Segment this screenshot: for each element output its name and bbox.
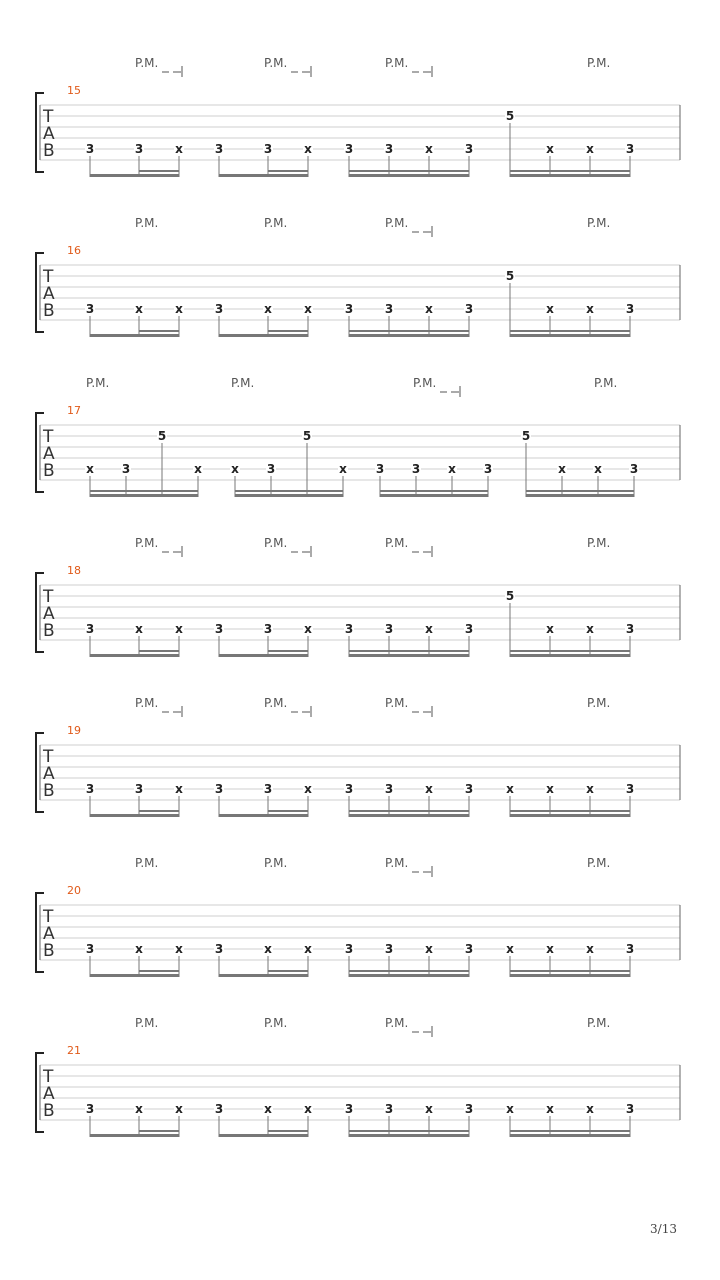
- tab-clef-letter: T: [43, 587, 54, 607]
- tab-system-16: [36, 216, 680, 337]
- tab-clef-letter: B: [43, 141, 55, 161]
- beam-primary: [219, 334, 308, 337]
- tab-clef-letter: A: [43, 924, 55, 944]
- palm-mute-label: P.M.: [135, 216, 159, 230]
- fret-number: x: [586, 622, 594, 636]
- palm-mute-label: P.M.: [135, 856, 159, 870]
- tab-clef-letter: T: [43, 907, 54, 927]
- fret-number: 3: [625, 1102, 635, 1116]
- palm-mute-label: P.M.: [264, 856, 288, 870]
- fret-number: x: [175, 302, 183, 316]
- fret-number: 3: [464, 782, 474, 796]
- beam-primary: [510, 654, 630, 657]
- palm-mute-label: P.M.: [135, 536, 159, 550]
- beam-secondary: [268, 970, 308, 972]
- fret-number: 3: [464, 1102, 474, 1116]
- bar-number: 16: [67, 244, 81, 257]
- fret-number: 3: [625, 782, 635, 796]
- beam-primary: [349, 654, 469, 657]
- beam-primary: [219, 174, 308, 177]
- fret-number: x: [425, 142, 433, 156]
- fret-number: 3: [384, 302, 394, 316]
- beam-primary: [235, 494, 343, 497]
- fret-number: x: [546, 782, 554, 796]
- palm-mute-label: P.M.: [587, 696, 611, 710]
- bar-number: 20: [67, 884, 81, 897]
- bar-number: 18: [67, 564, 81, 577]
- tab-system-19: [36, 696, 680, 817]
- beam-secondary: [139, 330, 179, 332]
- fret-number: x: [425, 782, 433, 796]
- fret-number: x: [135, 302, 143, 316]
- palm-mute-label: P.M.: [587, 56, 611, 70]
- tab-clef-letter: B: [43, 621, 55, 641]
- fret-number: x: [425, 622, 433, 636]
- beam-secondary: [268, 1130, 308, 1132]
- fret-number: 3: [85, 782, 95, 796]
- palm-mute-label: P.M.: [231, 376, 255, 390]
- beam-primary: [219, 974, 308, 977]
- palm-mute-label: P.M.: [264, 696, 288, 710]
- fret-number: 3: [263, 622, 273, 636]
- fret-number: 5: [157, 429, 167, 443]
- tab-clef-letter: B: [43, 301, 55, 321]
- fret-number: x: [586, 302, 594, 316]
- beam-secondary: [380, 490, 488, 492]
- fret-number: 3: [464, 622, 474, 636]
- fret-number: 3: [263, 782, 273, 796]
- beam-secondary: [268, 330, 308, 332]
- fret-number: x: [175, 1102, 183, 1116]
- fret-number: x: [175, 782, 183, 796]
- palm-mute-label: P.M.: [135, 696, 159, 710]
- tab-clef-letter: T: [43, 107, 54, 127]
- fret-number: 3: [344, 782, 354, 796]
- fret-number: 3: [214, 622, 224, 636]
- tab-clef-letter: A: [43, 764, 55, 784]
- beam-secondary: [349, 810, 469, 812]
- fret-number: x: [304, 142, 312, 156]
- fret-number: x: [175, 622, 183, 636]
- beam-primary: [90, 334, 179, 337]
- beam-secondary: [349, 650, 469, 652]
- fret-number: x: [546, 142, 554, 156]
- palm-mute-label: P.M.: [264, 536, 288, 550]
- fret-number: 3: [85, 622, 95, 636]
- fret-number: 3: [625, 302, 635, 316]
- fret-number: 3: [344, 142, 354, 156]
- fret-number: x: [586, 782, 594, 796]
- palm-mute-label: P.M.: [413, 376, 437, 390]
- beam-primary: [526, 494, 634, 497]
- fret-number: x: [586, 1102, 594, 1116]
- beam-secondary: [139, 650, 179, 652]
- beam-secondary: [90, 490, 198, 492]
- palm-mute-label: P.M.: [264, 1016, 288, 1030]
- tab-clef-letter: A: [43, 284, 55, 304]
- beam-primary: [349, 974, 469, 977]
- tab-clef-letter: A: [43, 444, 55, 464]
- tab-system-20: [36, 856, 680, 977]
- beam-primary: [90, 494, 198, 497]
- fret-number: 5: [505, 269, 515, 283]
- fret-number: x: [264, 302, 272, 316]
- beam-primary: [219, 1134, 308, 1137]
- fret-number: 3: [214, 1102, 224, 1116]
- fret-number: 3: [214, 142, 224, 156]
- bar-number: 17: [67, 404, 81, 417]
- beam-secondary: [139, 1130, 179, 1132]
- tab-clef-letter: T: [43, 1067, 54, 1087]
- fret-number: x: [594, 462, 602, 476]
- fret-number: 3: [134, 142, 144, 156]
- beam-secondary: [349, 970, 469, 972]
- tab-clef-letter: B: [43, 941, 55, 961]
- fret-number: 5: [521, 429, 531, 443]
- fret-number: x: [135, 622, 143, 636]
- beam-primary: [380, 494, 488, 497]
- beam-primary: [510, 974, 630, 977]
- beam-secondary: [510, 650, 630, 652]
- beam-secondary: [349, 1130, 469, 1132]
- beam-primary: [510, 814, 630, 817]
- fret-number: 3: [375, 462, 385, 476]
- fret-number: x: [135, 1102, 143, 1116]
- fret-number: 3: [344, 1102, 354, 1116]
- fret-number: 3: [214, 782, 224, 796]
- fret-number: 3: [85, 942, 95, 956]
- tab-clef-letter: B: [43, 1101, 55, 1121]
- tab-clef-letter: A: [43, 604, 55, 624]
- tab-system-15: [36, 56, 680, 177]
- fret-number: 3: [464, 302, 474, 316]
- beam-primary: [349, 174, 469, 177]
- palm-mute-label: P.M.: [385, 856, 409, 870]
- tab-clef-letter: T: [43, 747, 54, 767]
- beam-primary: [90, 1134, 179, 1137]
- beam-primary: [510, 334, 630, 337]
- beam-secondary: [526, 490, 634, 492]
- fret-number: x: [135, 942, 143, 956]
- fret-number: x: [304, 942, 312, 956]
- fret-number: 3: [625, 142, 635, 156]
- fret-number: 3: [384, 142, 394, 156]
- fret-number: x: [175, 942, 183, 956]
- fret-number: x: [194, 462, 202, 476]
- fret-number: 3: [384, 1102, 394, 1116]
- beam-primary: [510, 1134, 630, 1137]
- palm-mute-label: P.M.: [86, 376, 110, 390]
- beam-primary: [90, 174, 179, 177]
- fret-number: x: [506, 1102, 514, 1116]
- tab-system-18: [36, 536, 680, 657]
- fret-number: 3: [384, 782, 394, 796]
- fret-number: 5: [302, 429, 312, 443]
- tab-clef-letter: B: [43, 781, 55, 801]
- fret-number: x: [586, 142, 594, 156]
- beam-secondary: [510, 810, 630, 812]
- fret-number: x: [339, 462, 347, 476]
- fret-number: x: [506, 782, 514, 796]
- fret-number: 3: [629, 462, 639, 476]
- fret-number: 3: [344, 942, 354, 956]
- fret-number: 5: [505, 589, 515, 603]
- fret-number: x: [304, 302, 312, 316]
- fret-number: 3: [384, 942, 394, 956]
- tab-clef-letter: A: [43, 1084, 55, 1104]
- fret-number: x: [304, 782, 312, 796]
- beam-primary: [219, 654, 308, 657]
- fret-number: x: [586, 942, 594, 956]
- fret-number: x: [448, 462, 456, 476]
- fret-number: 3: [344, 622, 354, 636]
- fret-number: 3: [85, 1102, 95, 1116]
- fret-number: 3: [263, 142, 273, 156]
- bar-number: 19: [67, 724, 81, 737]
- fret-number: x: [546, 622, 554, 636]
- fret-number: 3: [85, 302, 95, 316]
- beam-primary: [349, 814, 469, 817]
- palm-mute-label: P.M.: [135, 1016, 159, 1030]
- beam-secondary: [139, 810, 179, 812]
- fret-number: 3: [134, 782, 144, 796]
- beam-primary: [90, 654, 179, 657]
- fret-number: x: [546, 942, 554, 956]
- fret-number: 3: [121, 462, 131, 476]
- fret-number: x: [304, 1102, 312, 1116]
- beam-secondary: [139, 170, 179, 172]
- tab-clef-letter: B: [43, 461, 55, 481]
- beam-primary: [90, 974, 179, 977]
- beam-primary: [349, 334, 469, 337]
- fret-number: x: [231, 462, 239, 476]
- bar-number: 15: [67, 84, 81, 97]
- fret-number: 3: [344, 302, 354, 316]
- fret-number: x: [546, 302, 554, 316]
- fret-number: 3: [464, 942, 474, 956]
- palm-mute-label: P.M.: [587, 1016, 611, 1030]
- fret-number: x: [304, 622, 312, 636]
- fret-number: x: [175, 142, 183, 156]
- palm-mute-label: P.M.: [587, 856, 611, 870]
- beam-secondary: [235, 490, 343, 492]
- fret-number: x: [425, 302, 433, 316]
- palm-mute-label: P.M.: [385, 1016, 409, 1030]
- beam-secondary: [510, 170, 630, 172]
- fret-number: 3: [464, 142, 474, 156]
- palm-mute-label: P.M.: [587, 216, 611, 230]
- palm-mute-label: P.M.: [264, 56, 288, 70]
- page-number: 3/13: [650, 1222, 677, 1236]
- beam-secondary: [139, 970, 179, 972]
- beam-secondary: [349, 330, 469, 332]
- tab-clef-letter: A: [43, 124, 55, 144]
- beam-primary: [90, 814, 179, 817]
- beam-primary: [510, 174, 630, 177]
- palm-mute-label: P.M.: [264, 216, 288, 230]
- fret-number: x: [264, 942, 272, 956]
- fret-number: 3: [266, 462, 276, 476]
- fret-number: x: [546, 1102, 554, 1116]
- fret-number: 3: [214, 942, 224, 956]
- beam-secondary: [268, 650, 308, 652]
- beam-secondary: [268, 170, 308, 172]
- palm-mute-label: P.M.: [385, 696, 409, 710]
- fret-number: 5: [505, 109, 515, 123]
- fret-number: x: [558, 462, 566, 476]
- fret-number: 3: [384, 622, 394, 636]
- tab-system-17: [36, 376, 680, 497]
- palm-mute-label: P.M.: [135, 56, 159, 70]
- beam-primary: [349, 1134, 469, 1137]
- bar-number: 21: [67, 1044, 81, 1057]
- fret-number: 3: [625, 622, 635, 636]
- beam-primary: [219, 814, 308, 817]
- fret-number: 3: [625, 942, 635, 956]
- beam-secondary: [268, 810, 308, 812]
- fret-number: x: [425, 1102, 433, 1116]
- fret-number: 3: [214, 302, 224, 316]
- fret-number: 3: [411, 462, 421, 476]
- palm-mute-label: P.M.: [385, 56, 409, 70]
- palm-mute-label: P.M.: [385, 536, 409, 550]
- fret-number: x: [506, 942, 514, 956]
- palm-mute-label: P.M.: [594, 376, 618, 390]
- fret-number: 3: [85, 142, 95, 156]
- beam-secondary: [510, 970, 630, 972]
- fret-number: x: [264, 1102, 272, 1116]
- tab-clef-letter: T: [43, 427, 54, 447]
- beam-secondary: [349, 170, 469, 172]
- fret-number: 3: [483, 462, 493, 476]
- fret-number: x: [86, 462, 94, 476]
- beam-secondary: [510, 1130, 630, 1132]
- tab-system-21: [36, 1016, 680, 1137]
- palm-mute-label: P.M.: [587, 536, 611, 550]
- fret-number: x: [425, 942, 433, 956]
- beam-secondary: [510, 330, 630, 332]
- tab-clef-letter: T: [43, 267, 54, 287]
- palm-mute-label: P.M.: [385, 216, 409, 230]
